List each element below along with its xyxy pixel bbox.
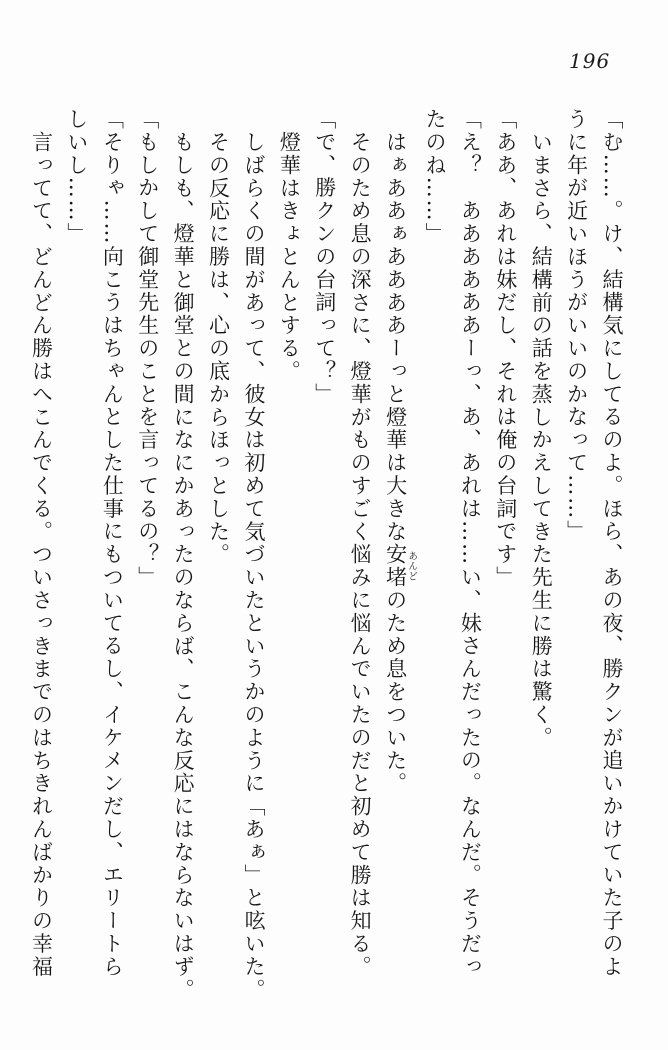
text-line-13: もしも、燈華と御堂との間になにかあったのならば、こんな反応にはならないはず。 bbox=[171, 131, 196, 1002]
text-line-15: 「そりゃ……向こうはちゃんとした仕事にもついてるし、イケメンだし、エリートら bbox=[100, 108, 125, 979]
ruby-annotated-word: 安堵あんど bbox=[383, 543, 418, 590]
page-text bbox=[23, 108, 629, 1010]
page-number: 196 bbox=[569, 49, 611, 73]
text-line-16: しいし……」 bbox=[64, 108, 89, 246]
text-line-8: そのため息の深さに、燈華がものすごく悩みに悩んでいたのだと初めて勝は知る。 bbox=[348, 131, 373, 979]
text-line-14: 「もしかして御堂先生のことを言ってるの？」 bbox=[135, 108, 160, 589]
text-line-10: 燈華はきょとんとする。 bbox=[277, 131, 302, 383]
text-line-7: はぁああぁああああーっと燈華は大きな安堵あんどのため息をついた。 bbox=[383, 131, 418, 796]
text-line-5: 「え？ ああああああーっ、あ、あれは……い、妹さんだったの。なんだ。そうだっ bbox=[458, 108, 483, 979]
text-line-11: しばらくの間があって、彼女は初めて気づいたというかのように「あぁ」と呟いた。 bbox=[241, 131, 266, 1002]
text-line-3: いまさら、結構前の話を蒸しかえしてきた先生に勝は驚く。 bbox=[529, 131, 554, 750]
text-line-1: 「む……。け、結構気にしてるのよ。ほら、あの夜、勝クンが追いかけていた子のよ bbox=[600, 108, 624, 979]
text-line-12: その反応に勝は、心の底からほっとした。 bbox=[206, 131, 231, 567]
text-line-17: 言ってて、どんどん勝はへこんでくる。ついさっきまでのはちきれんばかりの幸福 bbox=[29, 131, 54, 979]
text-line-6: たのね……」 bbox=[422, 108, 447, 246]
text-line-2: うに年が近いほうがいいのかなって……」 bbox=[564, 108, 589, 544]
text-line-4: 「ああ、あれは妹だし、それは俺の台詞です」 bbox=[493, 108, 518, 589]
text-line-9: 「で、勝クンの台詞って？」 bbox=[312, 108, 337, 406]
